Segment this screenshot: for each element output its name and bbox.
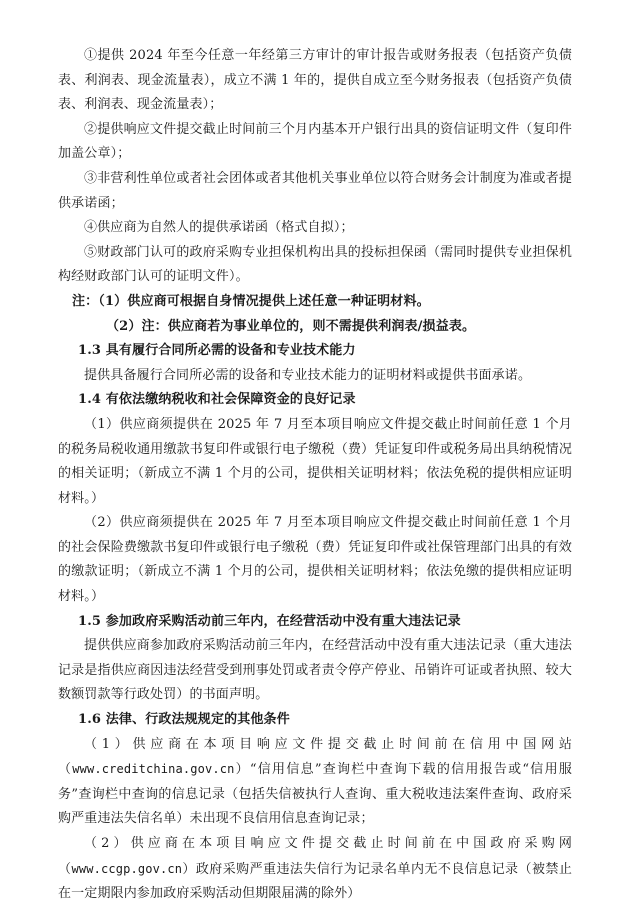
paragraph-1-6-a-end: ）“信用信息”查询栏中查询下载的信用报告或“信用服务”查询栏中查询的信息记录（包括失信被执行人查询、重大税收违法案件查询、政府采购严重违法失信名单）未出现不良信用信息查询记录； [58, 762, 572, 827]
heading-1-5: 1.5 参加政府采购活动前三年内，在经营活动中没有重大违法记录 [78, 613, 461, 629]
heading-1-3: 1.3 具有履行合同所必需的设备和专业技术能力 [78, 343, 356, 359]
note-1: 注：（1）供应商可根据自身情况提供上述任意一种证明材料。 [72, 293, 430, 309]
paragraph-item-5: ⑤财政部门认可的政府采购专业担保机构出具的投标担保函（需同时提供专业担保机构经财政部门认可的证明文件）。 [58, 244, 572, 285]
paragraph-item-3: ③非营利性单位或者社会团体或者其他机关事业单位以符合财务会计制度为准或者提供承诺函； [58, 170, 572, 211]
ccgp-url: www.ccgp.gov.cn [71, 861, 183, 876]
paragraph-item-2: ②提供响应文件提交截止时间前三个月内基本开户银行出具的资信证明文件（复印件加盖公章）； [58, 121, 572, 162]
paragraph-1-6-b [58, 832, 572, 907]
paragraph-1-6-b-start: （2）供应商在本项目响应文件提交截止时间前在中国政府采购网（ [58, 836, 572, 877]
paragraph-1-6-a [58, 733, 572, 832]
heading-1-6: 1.6 法律、行政法规规定的其他条件 [78, 712, 290, 728]
paragraph-1-5: 提供供应商参加政府采购活动前三年内，在经营活动中没有重大违法记录（重大违法记录是指供应商因违法经营受到刑事处罚或者责令停产停业、吊销许可证或者执照、较大数额罚款等行政处罚）的书面声明。 [58, 638, 572, 703]
paragraph-item-4: ④供应商为自然人的提供承诺函（格式自拟）； [84, 220, 354, 236]
paragraph-1-6-b-end: ）政府采购严重违法失信行为记录名单内无不良信息记录（被禁止在一定期限内参加政府采购活动但期限届满的除外） [58, 861, 572, 902]
paragraph-item-1: ①提供 2024 年至今任意一年经第三方审计的审计报告或财务报表（包括资产负债表、利润表、现金流量表），成立不满 1 年的，提供自成立至今财务报表（包括资产负债表、利润表、现金流量表）； [58, 48, 572, 113]
paragraph-1-3: 提供具备履行合同所必需的设备和专业技术能力的证明材料或提供书面承诺。 [84, 367, 532, 383]
paragraph-1-4-a: （1）供应商须提供在 2025 年 7 月至本项目响应文件提交截止时间前任意 1 个月的税务局税收通用缴款书复印件或银行电子缴税（费）凭证复印件或税务局出具纳税情况的相关证明；（新成立不满 1 个月的公司，提供相关证明材料；依法免税的提供相应证明材料。） [58, 416, 572, 506]
paragraph-1-4-b: （2）供应商须提供在 2025 年 7 月至本项目响应文件提交截止时间前任意 1 个月的社会保险费缴款书复印件或银行电子缴税（费）凭证复印件或社保管理部门出具的有效的缴款证明；（新成立不满 1 个月的公司，提供相关证明材料；依法免缴的提供相应证明材料。） [58, 515, 572, 605]
heading-1-4: 1.4 有依法缴纳税收和社会保障资金的良好记录 [78, 392, 356, 408]
creditchina-url: www.creditchina.gov.cn [72, 762, 235, 777]
note-2: （2）注：供应商若为事业单位的，则不需提供利润表/损益表。 [106, 318, 476, 334]
paragraph-1-6-a-start: （1）供应商在本项目响应文件提交截止时间前在信用中国网站（ [58, 736, 572, 778]
